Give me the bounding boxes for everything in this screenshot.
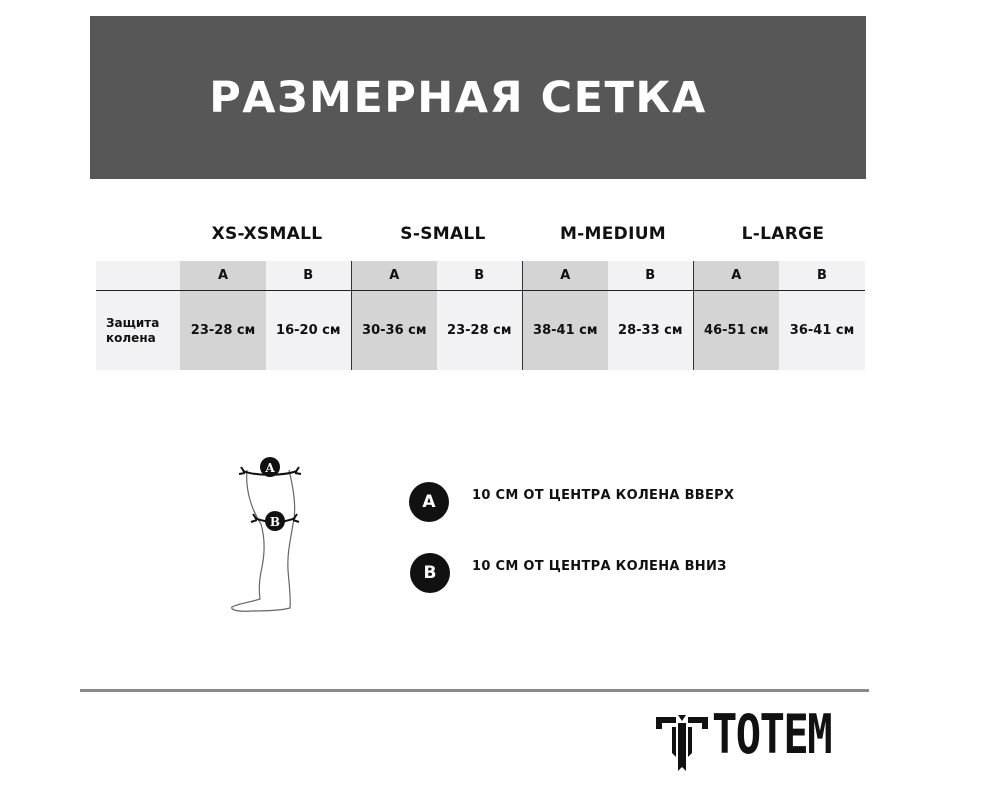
size-header-l: L-LARGE — [741, 224, 825, 244]
table-corner — [96, 261, 180, 291]
table-header-row — [96, 261, 865, 291]
cell-xs-b: 16-20 см — [266, 291, 351, 371]
marker-a-label: A — [265, 461, 275, 475]
row-label-line1: Защита — [106, 315, 160, 330]
arrow-a-left-icon — [239, 467, 245, 474]
title-banner — [90, 16, 866, 179]
row-label-line2: колена — [106, 330, 156, 345]
col-a-header: A — [351, 261, 437, 291]
row-label — [96, 291, 180, 371]
col-b-header: B — [266, 261, 351, 291]
cell-m-a: 38-41 см — [522, 291, 608, 371]
footer-divider — [80, 689, 869, 692]
marker-b-label: B — [269, 515, 281, 529]
totem-logo-icon — [654, 713, 710, 773]
brand-wordmark: TOTEM — [712, 703, 831, 766]
page-title: РАЗМЕРНАЯ СЕТКА — [209, 72, 707, 123]
cell-xs-a: 23-28 см — [180, 291, 266, 371]
size-header-s: S-SMALL — [400, 224, 486, 244]
leg-outline — [232, 470, 295, 611]
cell-l-a: 46-51 см — [693, 291, 779, 371]
cell-m-b: 28-33 см — [608, 291, 693, 371]
legend-text-a: 10 СМ ОТ ЦЕНТРА КОЛЕНА ВВЕРХ — [472, 488, 735, 503]
arrow-a-right-icon — [295, 467, 301, 474]
legend-marker-b: B — [410, 553, 450, 593]
size-header-xs: XS-XSMALL — [211, 224, 323, 244]
col-a-header: A — [522, 261, 608, 291]
col-b-header: B — [437, 261, 522, 291]
legend-text-b: 10 СМ ОТ ЦЕНТРА КОЛЕНА ВНИЗ — [472, 559, 727, 574]
size-header-m: M-MEDIUM — [559, 224, 667, 244]
cell-s-a: 30-36 см — [351, 291, 437, 371]
col-a-header: A — [180, 261, 266, 291]
leg-measurement-diagram — [215, 452, 325, 617]
col-b-header: B — [608, 261, 693, 291]
size-table — [96, 261, 865, 370]
col-a-header: A — [693, 261, 779, 291]
cell-l-b: 36-41 см — [779, 291, 865, 371]
table-row — [96, 291, 865, 371]
col-b-header: B — [779, 261, 865, 291]
legend-marker-a: A — [409, 482, 449, 522]
cell-s-b: 23-28 см — [437, 291, 522, 371]
